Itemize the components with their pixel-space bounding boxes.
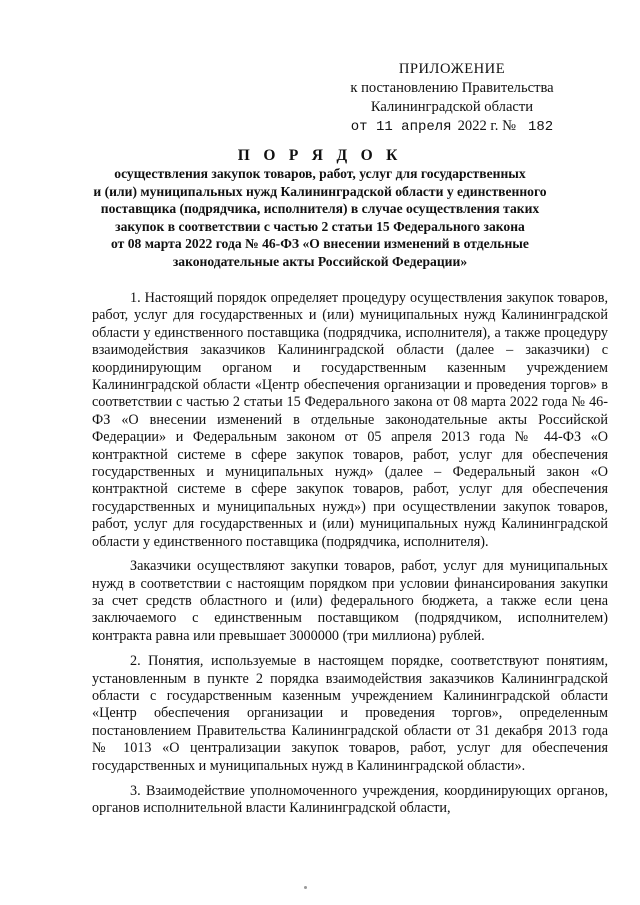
- subtitle-line: от 08 марта 2022 года № 46-ФЗ «О внесении изменений в отдельные: [111, 236, 529, 251]
- scan-dot-mark: [304, 886, 307, 889]
- appendix-number: 182: [528, 119, 554, 135]
- document-subtitle: [92, 165, 548, 270]
- appendix-date: от 11 апреля: [350, 119, 452, 135]
- paragraph-3: 2. Понятия, используемые в настоящем порядке, соответствуют понятиям, установленным в пункте 2 порядка взаимодействия заказчиков Калининградской области с государственным казенным учреждением Калининградской области «Центр обеспечения организации и проведения торгов», определенным постановлением Правительства Калининградской области от 31 декабря 2013 года № 1013 «О централизации закупок товаров, работ, услуг для обеспечения государственных и муниципальных нужд в Калининградской области».: [92, 653, 608, 774]
- subtitle-line: законодательные акты Российской Федерации»: [172, 253, 468, 269]
- appendix-title: ПРИЛОЖЕНИЕ: [398, 61, 506, 77]
- appendix-year: 2022 г. №: [457, 118, 516, 134]
- subtitle-line: закупок в соответствии с частью 2 статьи 15 Федерального закона: [115, 218, 525, 234]
- paragraph-4: 3. Взаимодействие уполномоченного учреждения, координирующих органов, органов исполнительной власти Калининградской области,: [92, 782, 608, 817]
- appendix-dateline: [322, 117, 582, 137]
- paragraph-2: Заказчики осуществляют закупки товаров, работ, услуг для муниципальных нужд в соответствии с настоящим порядком при условии финансирования закупки за счет средств областного и (или) федерального бюджета, а также если цена заключаемого с единственным поставщиком (подрядчиком, исполнителем) контракта равна или превышает 3000000 (три миллиона) рублей.: [92, 558, 608, 644]
- subtitle-line: осуществления закупок товаров, работ, услуг для государственных: [114, 166, 526, 181]
- paragraph-1: 1. Настоящий порядок определяет процедуру осуществления закупок товаров, работ, услуг для государственных и (или) муниципальных нужд Калининградской области у единственного поставщика (подрядчика, исполнителя), а также процедуру взаимодействия заказчиков Калининградской области (далее – заказчики) с координирующим органом и государственным казенным учреждением Калининградской области «Центр обеспечения организации и проведения торгов» в соответствии с частью 2 статьи 15 Федерального закона от 08 марта 2022 года № 46-ФЗ «О внесении изменений в отдельные законодательные акты Российской Федерации» и Федеральным законом от 05 апреля 2013 года № 44-ФЗ «О контрактной системе в сфере закупок товаров, работ, услуг для обеспечения государственных и муниципальных нужд» (далее – Федеральный закон «О контрактной системе в сфере закупок товаров, работ, услуг для обеспечения государственных и муниципальных нужд») при осуществлении закупок товаров, работ, услуг для государственных и (или) муниципальных нужд Калининградской области у единственного поставщика (подрядчика, исполнителя).: [92, 290, 608, 550]
- appendix-block: [322, 60, 582, 137]
- appendix-line-1: к постановлению Правительства: [350, 80, 554, 96]
- subtitle-line: поставщика (подрядчика, исполнителя) в случае осуществления таких: [100, 201, 540, 216]
- document-body: [92, 290, 608, 825]
- subtitle-line: и (или) муниципальных нужд Калининградской области у единственного: [93, 183, 547, 199]
- appendix-line-2: Калининградской области: [370, 99, 534, 115]
- document-title: П О Р Я Д О К: [237, 147, 403, 164]
